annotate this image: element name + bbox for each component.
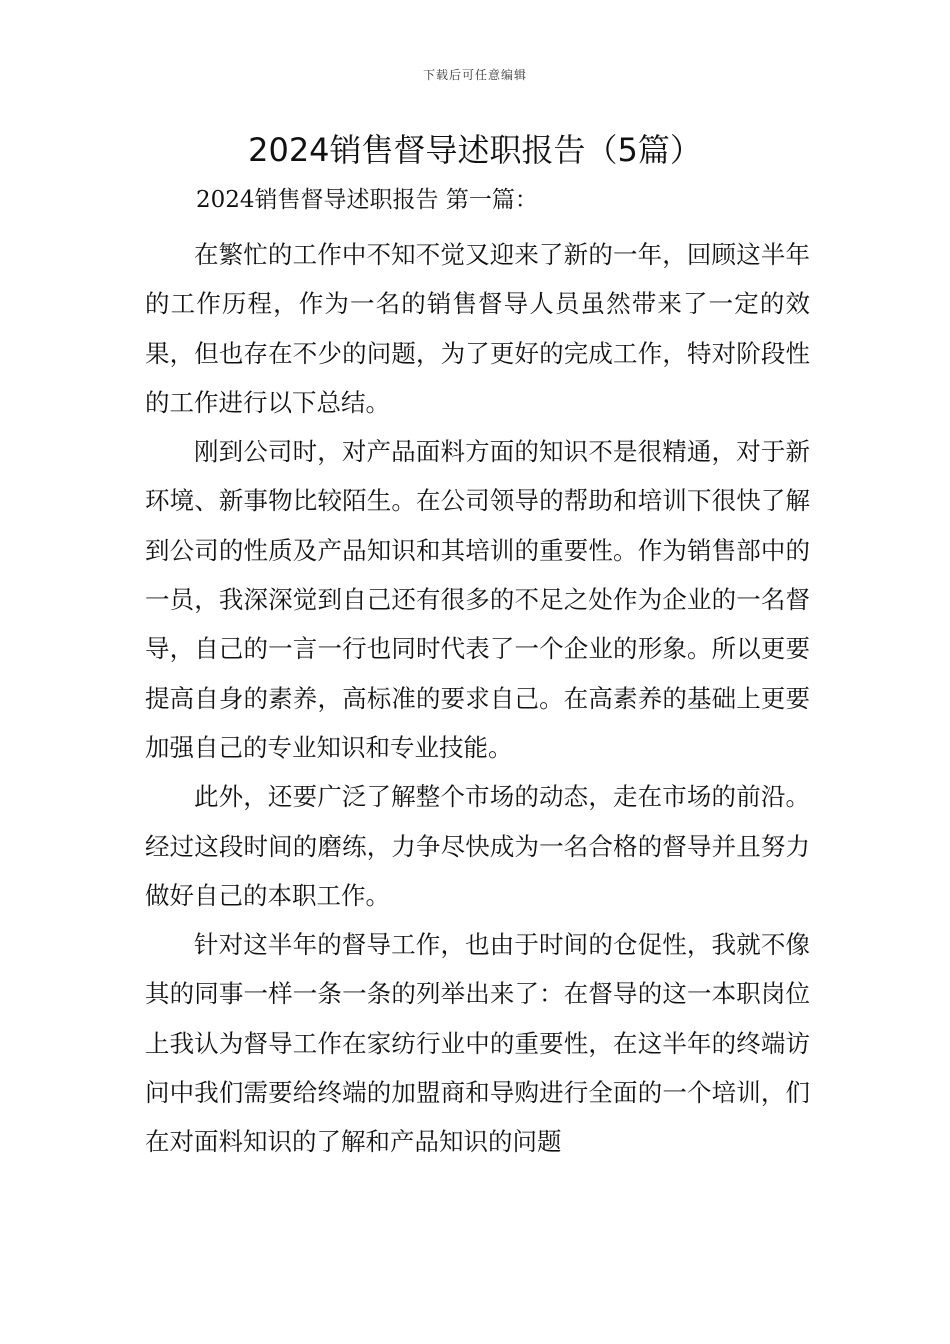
section-heading: 2024销售督导述职报告 第一篇： [196, 187, 538, 213]
paragraph: 在繁忙的工作中不知不觉又迎来了新的一年，回顾这半年的工作历程，作为一名的销售督导人员虽然带来了一定的效果，但也存在不少的问题，为了更好的完成工作，特对阶段性的工作进行以下总结。 [145, 240, 810, 417]
document-body [145, 230, 810, 1167]
document-title: 2024销售督导述职报告（5篇） [248, 131, 702, 169]
paragraph: 针对这半年的督导工作，也由于时间的仓促性，我就不像其的同事一样一条一条的列举出来了：在督导的这一本职岗位上我认为督导工作在家纺行业中的重要性，在这半年的终端访问中我们需要给终端的加盟商和导购进行全面的一个培训，们在对面料知识的了解和产品知识的问题 [145, 930, 810, 1157]
paragraph: 此外，还要广泛了解整个市场的动态，走在市场的前沿。经过这段时间的磨练，力争尽快成为一名合格的督导并且努力做好自己的本职工作。 [145, 782, 810, 910]
paragraph: 刚到公司时，对产品面料方面的知识不是很精通，对于新环境、新事物比较陌生。在公司领导的帮助和培训下很快了解到公司的性质及产品知识和其培训的重要性。作为销售部中的一员，我深深觉到自己还有很多的不足之处作为企业的一名督导，自己的一言一行也同时代表了一个企业的形象。所以更要提高自身的素养，高标准的要求自己。在高素养的基础上更要加强自己的专业知识和专业技能。 [145, 437, 810, 762]
header-note: 下载后可任意编辑 [422, 68, 527, 82]
